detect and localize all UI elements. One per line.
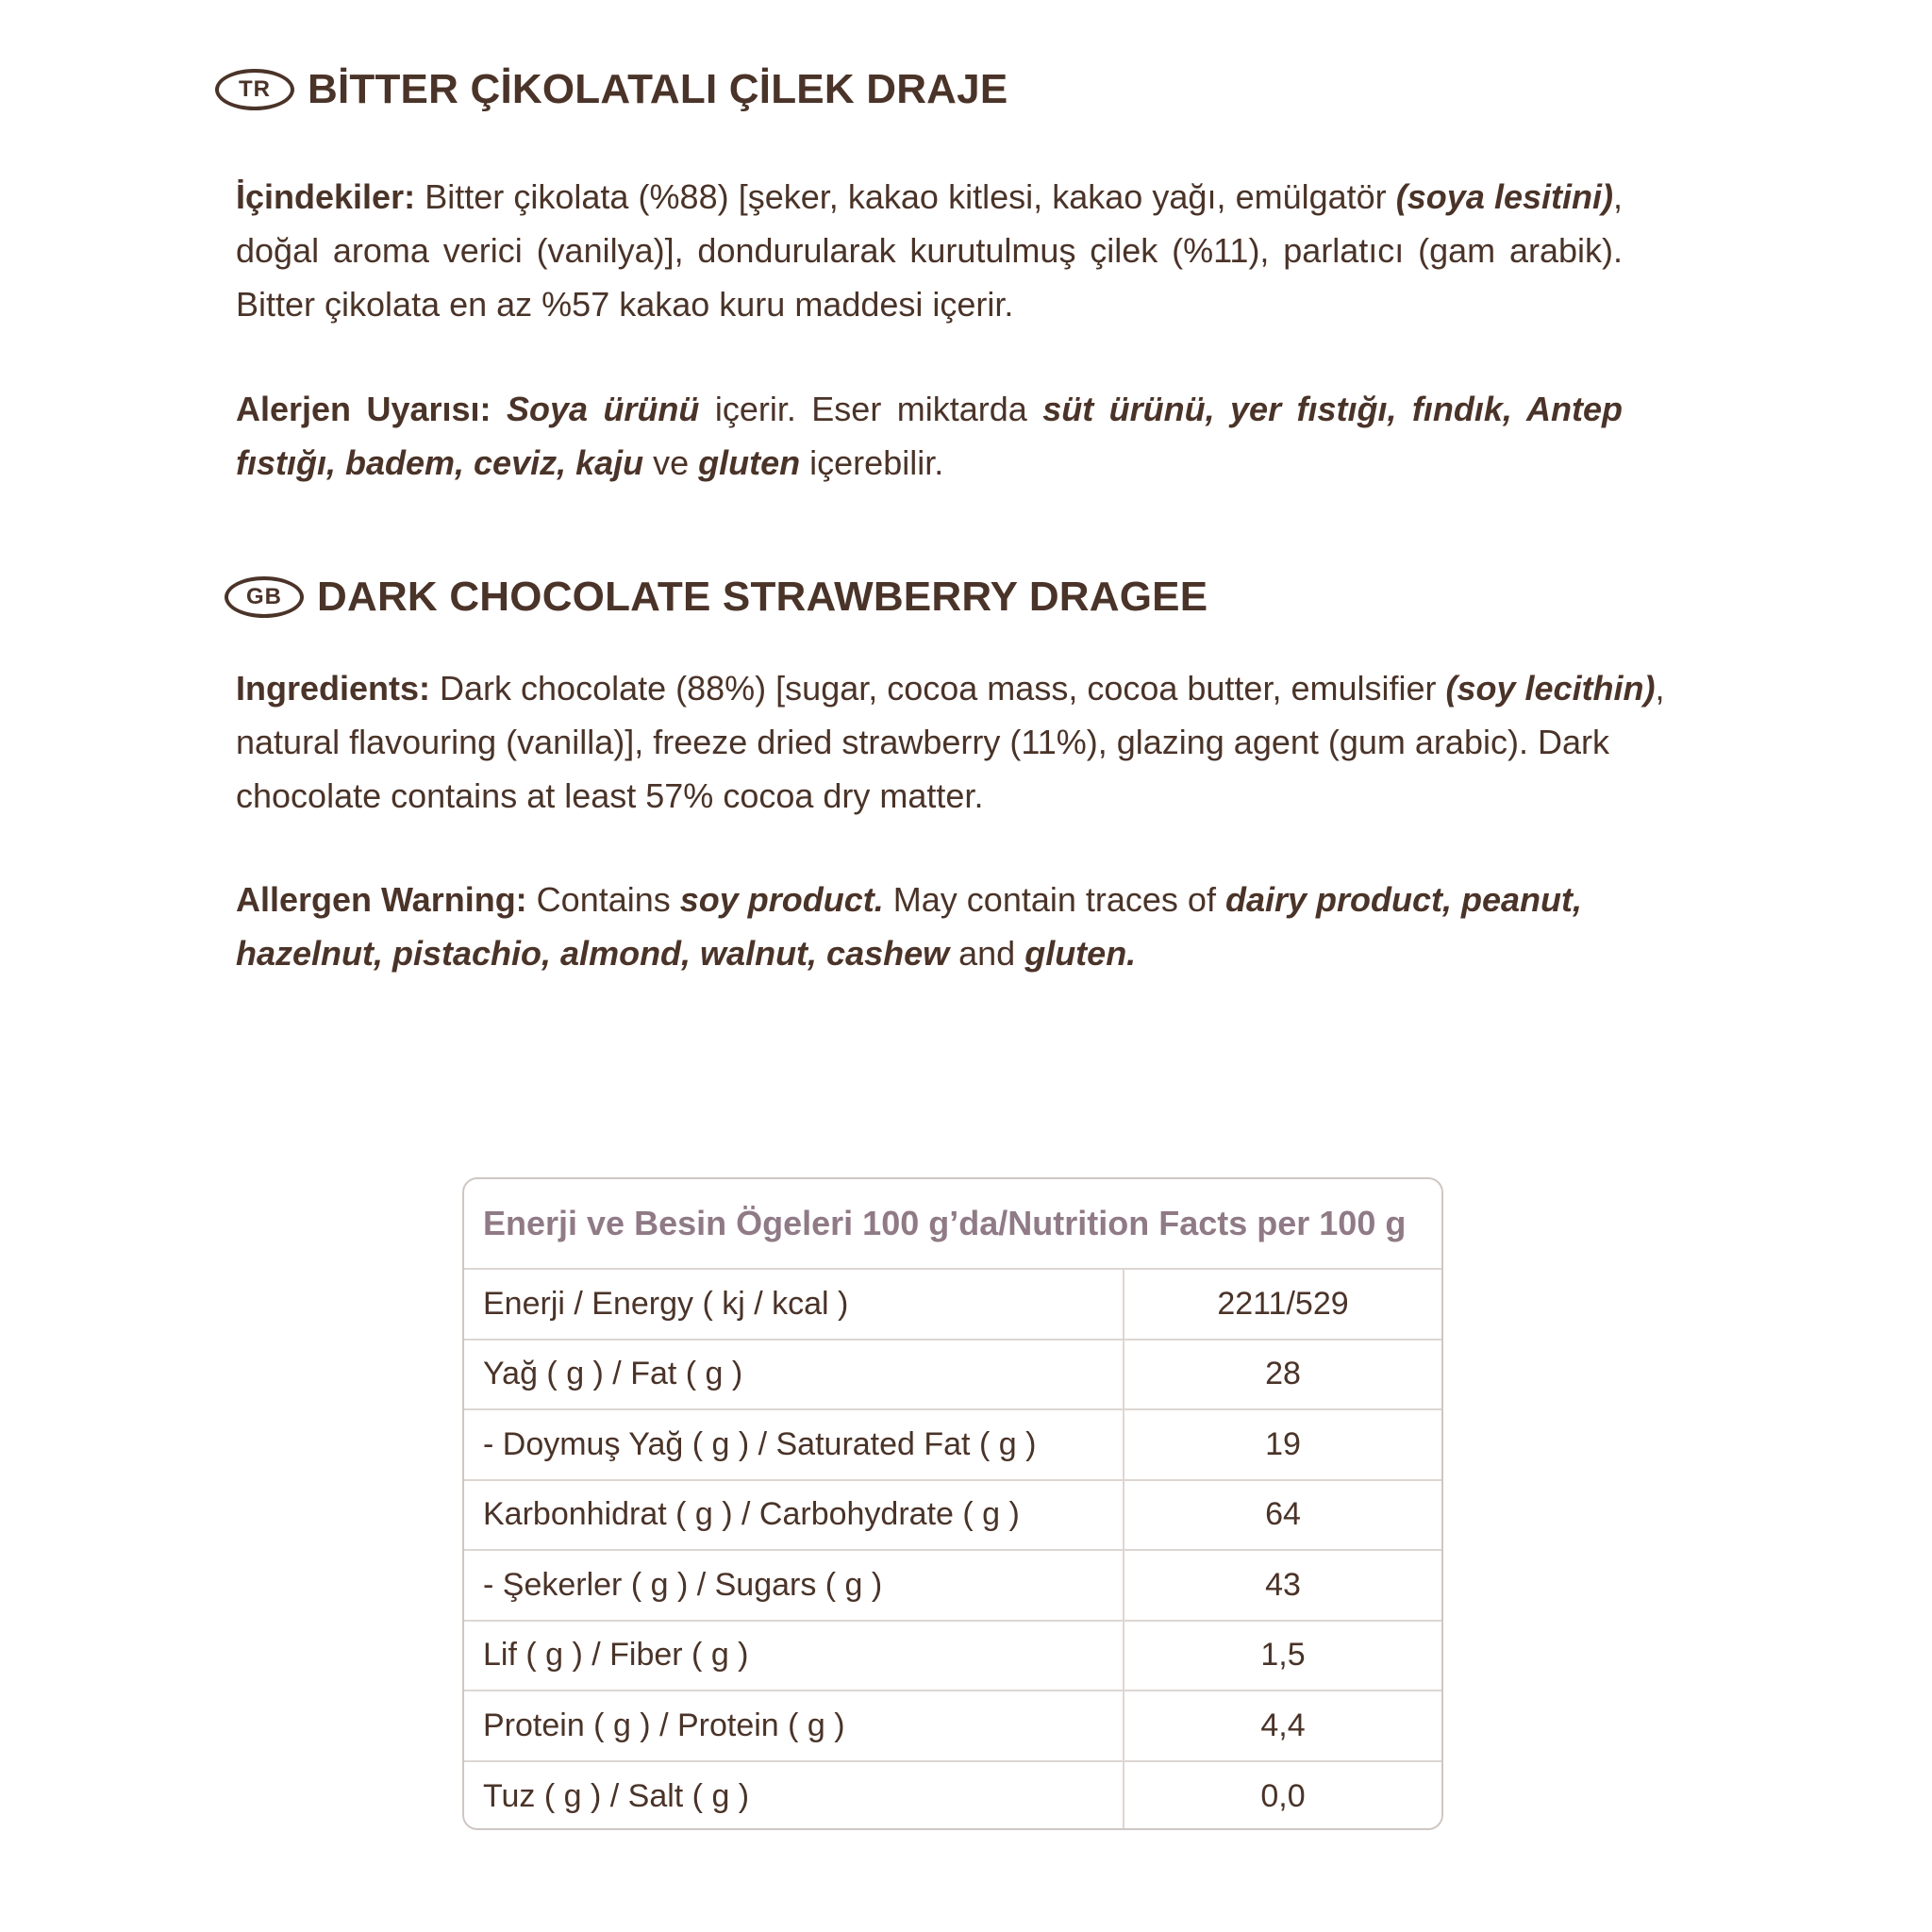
nutrient-label: Tuz ( g ) / Salt ( g ) — [464, 1762, 1124, 1831]
nutrient-value: 2211/529 — [1217, 1285, 1349, 1322]
gb-ingredients-allergen-soy: (soy lecithin) — [1445, 669, 1656, 708]
gb-allergen-label: Allergen Warning: — [236, 880, 527, 919]
tr-allergen-text-1: içerir. Eser miktarda — [699, 390, 1043, 428]
nutrition-row — [464, 1341, 1441, 1411]
tr-product-title: BİTTER ÇİKOLATALI ÇİLEK DRAJE — [308, 66, 1008, 112]
nutrient-label: Karbonhidrat ( g ) / Carbohydrate ( g ) — [464, 1481, 1124, 1550]
gb-allergen-text-2: May contain traces of — [883, 880, 1225, 919]
nutrient-label: Protein ( g ) / Protein ( g ) — [464, 1691, 1124, 1760]
tr-allergen-text-2: ve — [643, 443, 699, 482]
tr-allergen-contains: Soya ürünü — [491, 390, 700, 428]
nutrient-label: Enerji / Energy ( kj / kcal ) — [464, 1270, 1124, 1339]
tr-allergen-text-3: içerebilir. — [800, 443, 944, 482]
nutrition-row — [464, 1551, 1441, 1622]
nutrient-value: 28 — [1265, 1356, 1301, 1392]
nutrient-label: - Doymuş Yağ ( g ) / Saturated Fat ( g ) — [464, 1410, 1124, 1479]
gb-language-badge: GB — [225, 576, 304, 618]
tr-allergen-warning — [236, 382, 1623, 490]
nutrient-label: - Şekerler ( g ) / Sugars ( g ) — [464, 1551, 1124, 1620]
nutrition-row — [464, 1410, 1441, 1481]
nutrient-value: 0,0 — [1260, 1778, 1306, 1815]
gb-ingredients — [236, 661, 1736, 823]
gb-section-title — [225, 574, 1208, 621]
tr-ingredients-text-2: , doğal aroma verici (vanilya)], dondurularak kurutulmuş çilek (%11), parlatıcı (gam arabik). Bitter çikolata en az %57 kakao kuru maddesi içerir. — [236, 177, 1623, 324]
nutrition-row — [464, 1270, 1441, 1341]
nutrition-table-header: Enerji ve Besin Ögeleri 100 g’da/Nutrition Facts per 100 g — [464, 1179, 1441, 1270]
tr-allergen-gluten: gluten — [698, 443, 801, 482]
nutrition-row — [464, 1481, 1441, 1552]
nutrition-row — [464, 1691, 1441, 1762]
gb-allergen-contains: soy product. — [679, 880, 884, 919]
tr-section-title — [215, 66, 1008, 113]
nutrient-value: 19 — [1265, 1425, 1301, 1462]
tr-ingredients-text-1: Bitter çikolata (%88) [şeker, kakao kitlesi, kakao yağı, emülgatör — [415, 177, 1396, 216]
nutrient-value: 64 — [1265, 1496, 1301, 1533]
gb-allergen-gluten: gluten. — [1024, 934, 1137, 973]
gb-allergen-traces: dairy product, peanut, hazelnut, pistachio, almond, walnut, cashew — [236, 880, 1583, 973]
nutrient-value: 1,5 — [1260, 1637, 1306, 1674]
gb-ingredients-text-1: Dark chocolate (88%) [sugar, cocoa mass, cocoa butter, emulsifier — [430, 669, 1446, 708]
tr-ingredients — [236, 170, 1623, 331]
tr-allergen-label: Alerjen Uyarısı: — [236, 390, 491, 428]
nutrient-value: 4,4 — [1260, 1707, 1306, 1743]
gb-ingredients-label: Ingredients: — [236, 669, 431, 708]
nutrition-row — [464, 1622, 1441, 1692]
tr-ingredients-label: İçindekiler: — [236, 177, 416, 216]
gb-allergen-text-3: and — [949, 934, 1025, 973]
nutrition-row — [464, 1762, 1441, 1831]
nutrition-facts-table — [462, 1177, 1443, 1830]
gb-allergen-warning — [236, 873, 1641, 980]
gb-allergen-text-1: Contains — [526, 880, 680, 919]
nutrition-table-body — [464, 1270, 1441, 1830]
tr-language-badge: TR — [215, 69, 294, 110]
nutrient-label: Lif ( g ) / Fiber ( g ) — [464, 1622, 1124, 1690]
nutrient-value: 43 — [1265, 1566, 1301, 1603]
gb-product-title: DARK CHOCOLATE STRAWBERRY DRAGEE — [317, 574, 1208, 620]
gb-ingredients-text-2: , natural flavouring (vanilla)], freeze dried strawberry (11%), glazing agent (gum arabic). Dark chocolate contains at least 57% cocoa dry matter. — [236, 669, 1665, 815]
nutrient-label: Yağ ( g ) / Fat ( g ) — [464, 1341, 1124, 1409]
tr-ingredients-allergen-soy: (soya lesitini) — [1395, 177, 1613, 216]
tr-allergen-traces: süt ürünü, yer fıstığı, fındık, Antep fıstığı, badem, ceviz, kaju — [236, 390, 1623, 482]
